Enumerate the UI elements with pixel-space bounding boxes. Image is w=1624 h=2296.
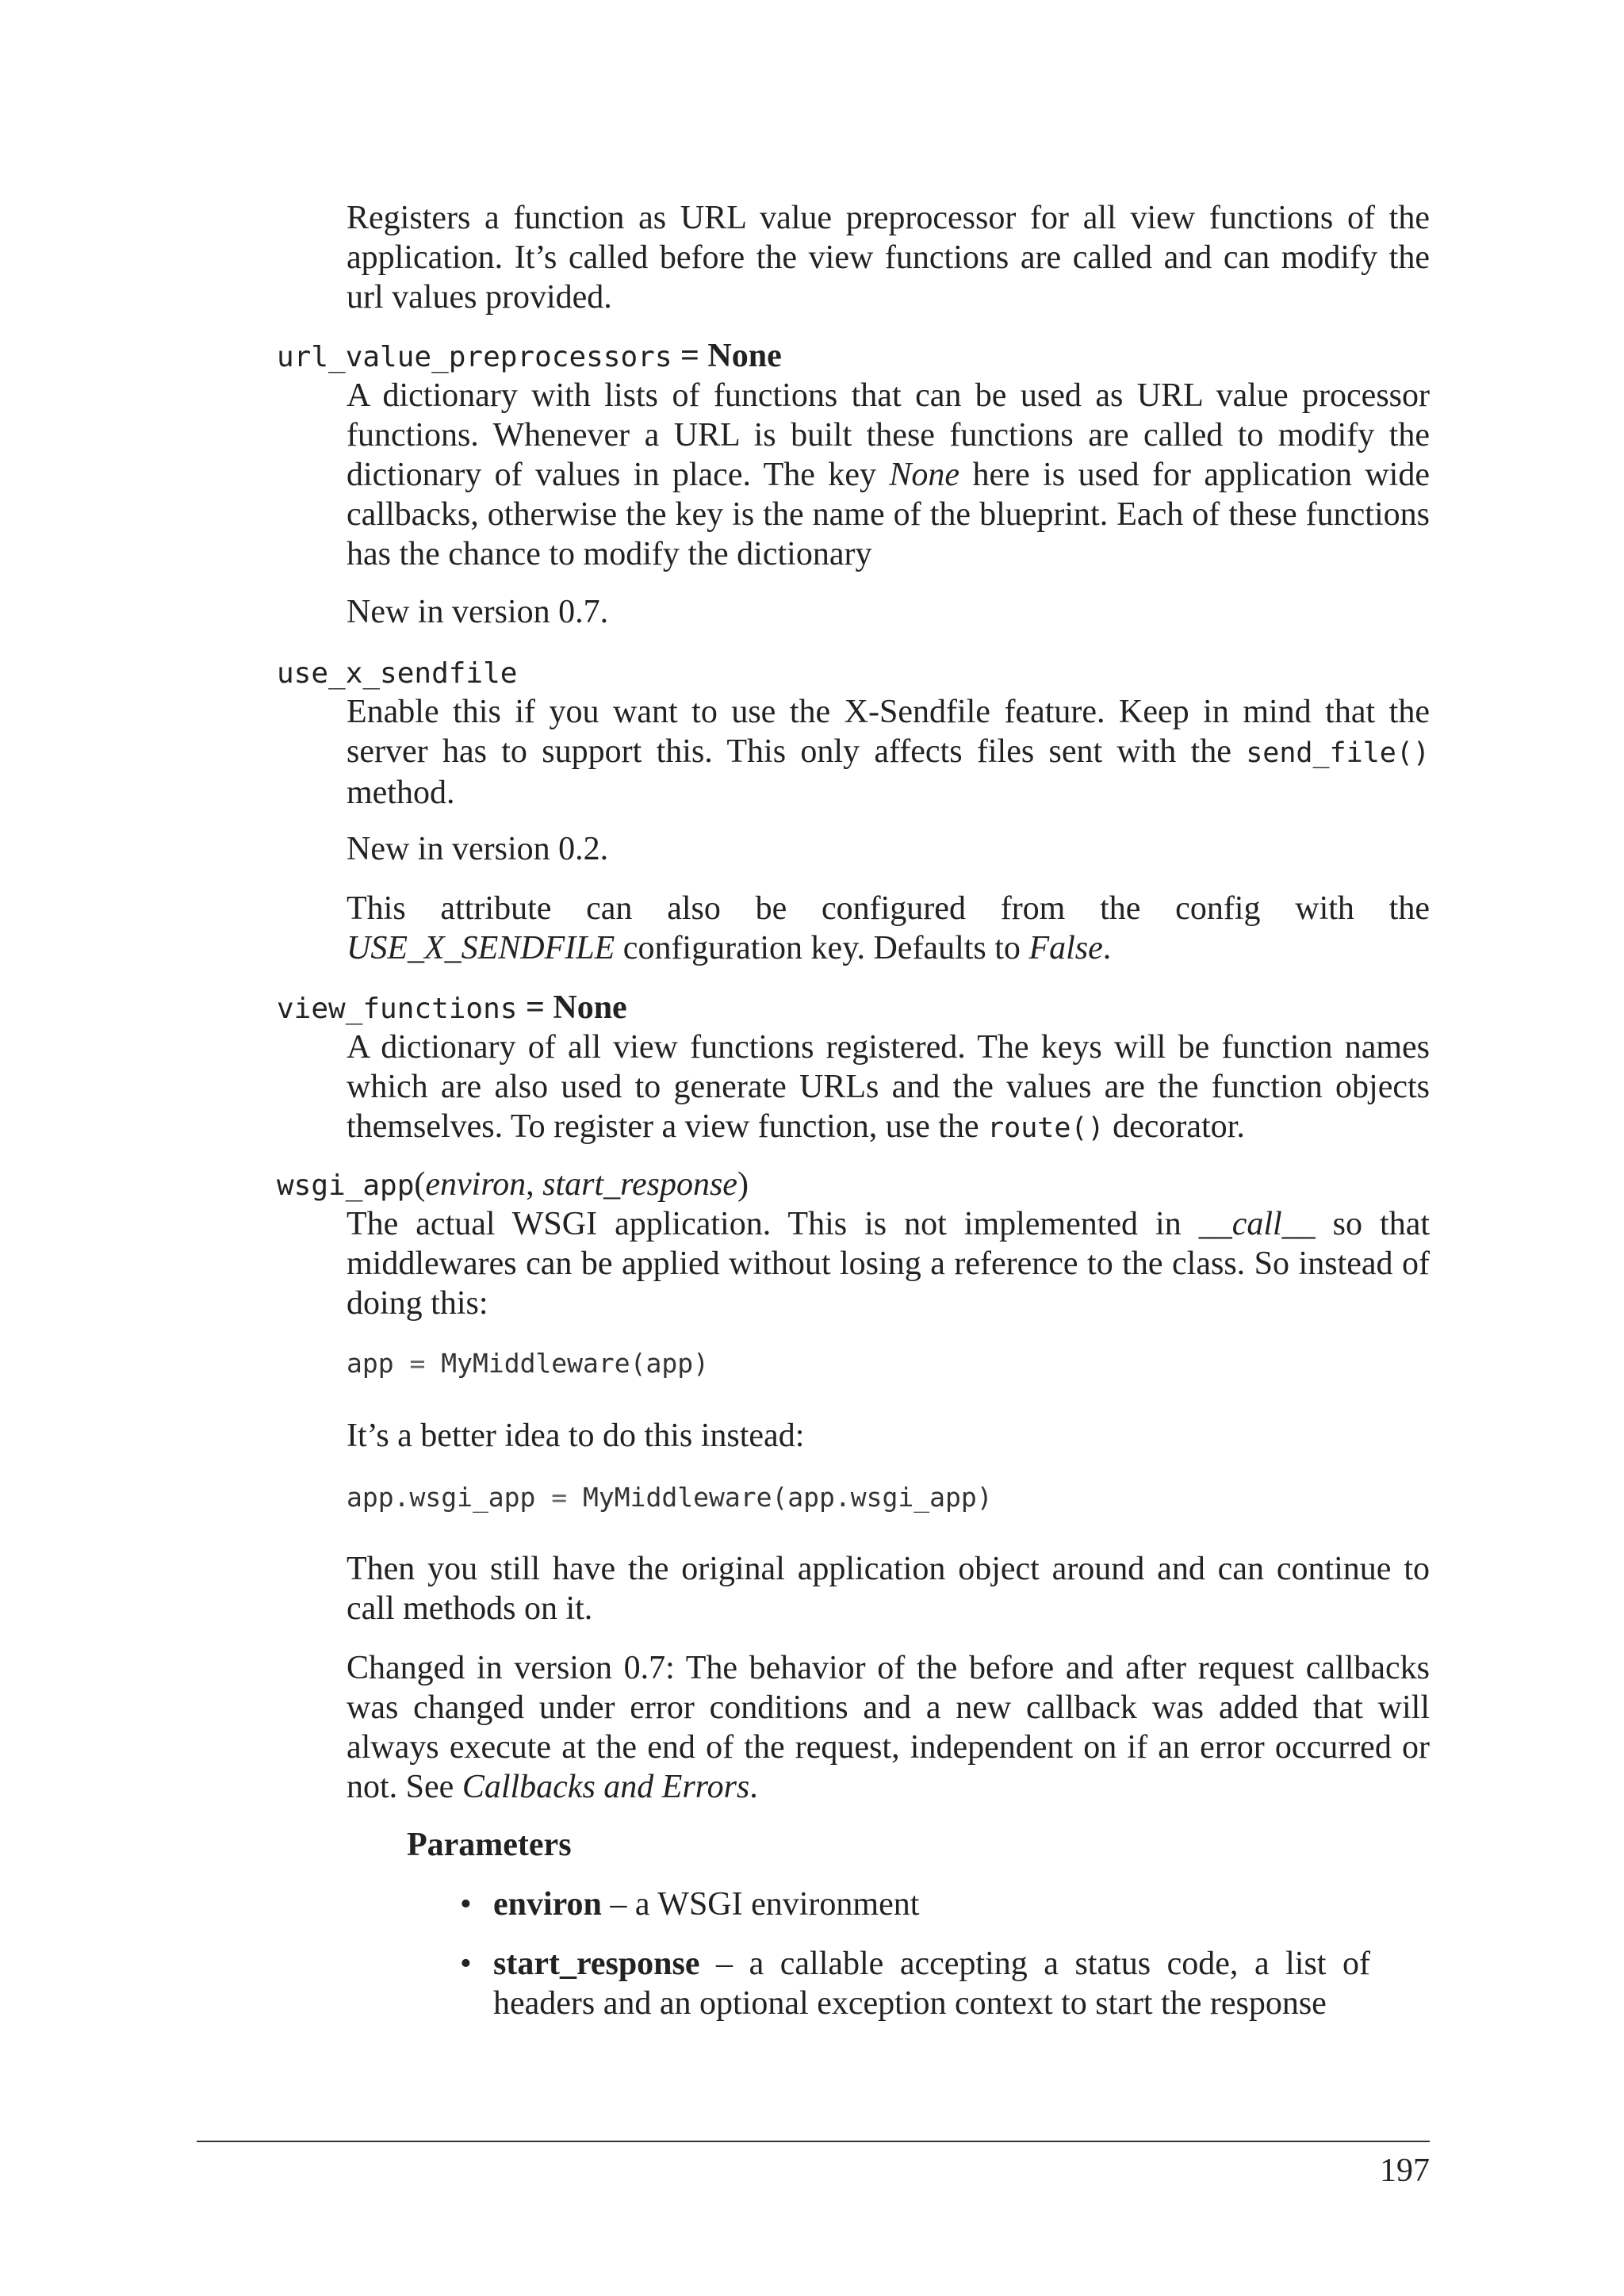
- bullet-glyph: •: [460, 1946, 472, 1982]
- desc-text: decorator.: [1104, 1108, 1245, 1145]
- code-text: app: [347, 1348, 410, 1379]
- param-name: environ: [493, 1886, 602, 1923]
- code-text: MyMiddleware(app.wsgi_app): [567, 1482, 993, 1513]
- attr-signature-use-x-sendfile: [277, 652, 517, 694]
- code-operator: =: [551, 1482, 568, 1513]
- footer-rule: [197, 2141, 1430, 2142]
- desc-none-italic: None: [889, 457, 960, 493]
- code-text: MyMiddleware(app): [425, 1348, 709, 1379]
- code-operator: =: [409, 1348, 426, 1379]
- param-desc: – a callable accepting a status code, a list of headers and an optional exception context to start the response: [493, 1946, 1370, 2022]
- paren: ): [737, 1166, 749, 1203]
- desc-text: Enable this if you want to use the X-Sendfile feature. Keep in mind that the server has to support this. This only affects files sent with the: [347, 694, 1430, 770]
- desc-text: A dictionary with lists of functions that can be used as URL value processor functions. Whenever a URL is built these functions are called to modify the dictionary of values in place. The key: [347, 377, 1430, 493]
- wsgi-app-better-note: It’s a better idea to do this instead:: [347, 1418, 805, 1454]
- code-block-2: [347, 1482, 993, 1513]
- method-signature-wsgi-app: [277, 1165, 749, 1206]
- attr-name: use_x_sendfile: [277, 657, 518, 690]
- code-block-1: [347, 1348, 709, 1380]
- config-text: configuration key. Defaults to: [615, 930, 1029, 966]
- call-italic: __call__: [1198, 1206, 1316, 1242]
- wsgi-app-then-note: Then you still have the original application object around and can continue to call methods on it.: [347, 1551, 1430, 1627]
- desc-text: here is used for application wide callbacks, otherwise the key is the name of the blueprint. Each of these functions has the chance to modify the dictionary: [347, 457, 1430, 572]
- param-item-start-response: [493, 1944, 1370, 2023]
- send-file-code: send_file(): [1246, 737, 1430, 769]
- callbacks-and-errors-link[interactable]: Callbacks and Errors: [462, 1769, 750, 1805]
- param-desc: – a WSGI environment: [601, 1886, 920, 1923]
- attr-name: view_functions: [277, 993, 518, 1025]
- param-name: start_response: [493, 1946, 700, 1982]
- config-default-italic: False: [1028, 930, 1103, 966]
- desc-text: The actual WSGI application. This is not implemented in: [347, 1206, 1199, 1242]
- desc-text: method.: [347, 775, 455, 811]
- config-text: This attribute can also be configured from the config with the: [347, 890, 1430, 927]
- bullet-glyph: •: [460, 1886, 472, 1923]
- comma: ,: [526, 1166, 543, 1203]
- desc-text: so that middlewares can be applied without losing a reference to the class. So instead of doing this:: [347, 1206, 1431, 1322]
- paren: (: [414, 1166, 426, 1203]
- changed-text: Changed in version 0.7: The behavior of the before and after request callbacks was changed under error conditions and a new callback was added that will always execute at the end of the request, independent on if an error occurred or not. See: [347, 1650, 1430, 1805]
- changed-text: .: [749, 1769, 758, 1805]
- param-start-response: start_response: [542, 1166, 737, 1203]
- page-number: 197: [1380, 2152, 1430, 2189]
- config-text: .: [1102, 930, 1112, 966]
- intro-paragraph: Registers a function as URL value preprocessor for all view functions of the application. It’s called before the view functions are called and can modify the url values provided.: [347, 200, 1430, 316]
- param-environ: environ: [425, 1166, 527, 1203]
- code-text: app.wsgi_app: [347, 1482, 552, 1513]
- attr-assign: = None: [672, 338, 782, 374]
- view-functions-description: [347, 1027, 1430, 1148]
- wsgi-app-changed-note: [347, 1648, 1430, 1807]
- parameters-heading: Parameters: [407, 1827, 572, 1863]
- method-name: wsgi_app: [277, 1169, 415, 1202]
- wsgi-app-description: [347, 1204, 1430, 1323]
- attr-signature-url-value-preprocessors: [277, 336, 782, 377]
- url-value-preprocessors-version: New in version 0.7.: [347, 594, 609, 630]
- desc-text: A dictionary of all view functions registered. The keys will be function names which are also used to generate URLs and the values are the function objects themselves. To register a view function, use the: [347, 1029, 1430, 1145]
- url-value-preprocessors-description: [347, 376, 1430, 574]
- attr-signature-view-functions: [277, 988, 627, 1029]
- config-key-italic: USE_X_SENDFILE: [347, 930, 615, 966]
- use-x-sendfile-config-note: [347, 889, 1430, 968]
- use-x-sendfile-version: New in version 0.2.: [347, 831, 609, 867]
- param-item-environ: [493, 1885, 1370, 1924]
- use-x-sendfile-description: [347, 692, 1430, 813]
- attr-assign: = None: [517, 989, 627, 1026]
- attr-name: url_value_preprocessors: [277, 341, 672, 373]
- route-code: route(): [987, 1112, 1105, 1144]
